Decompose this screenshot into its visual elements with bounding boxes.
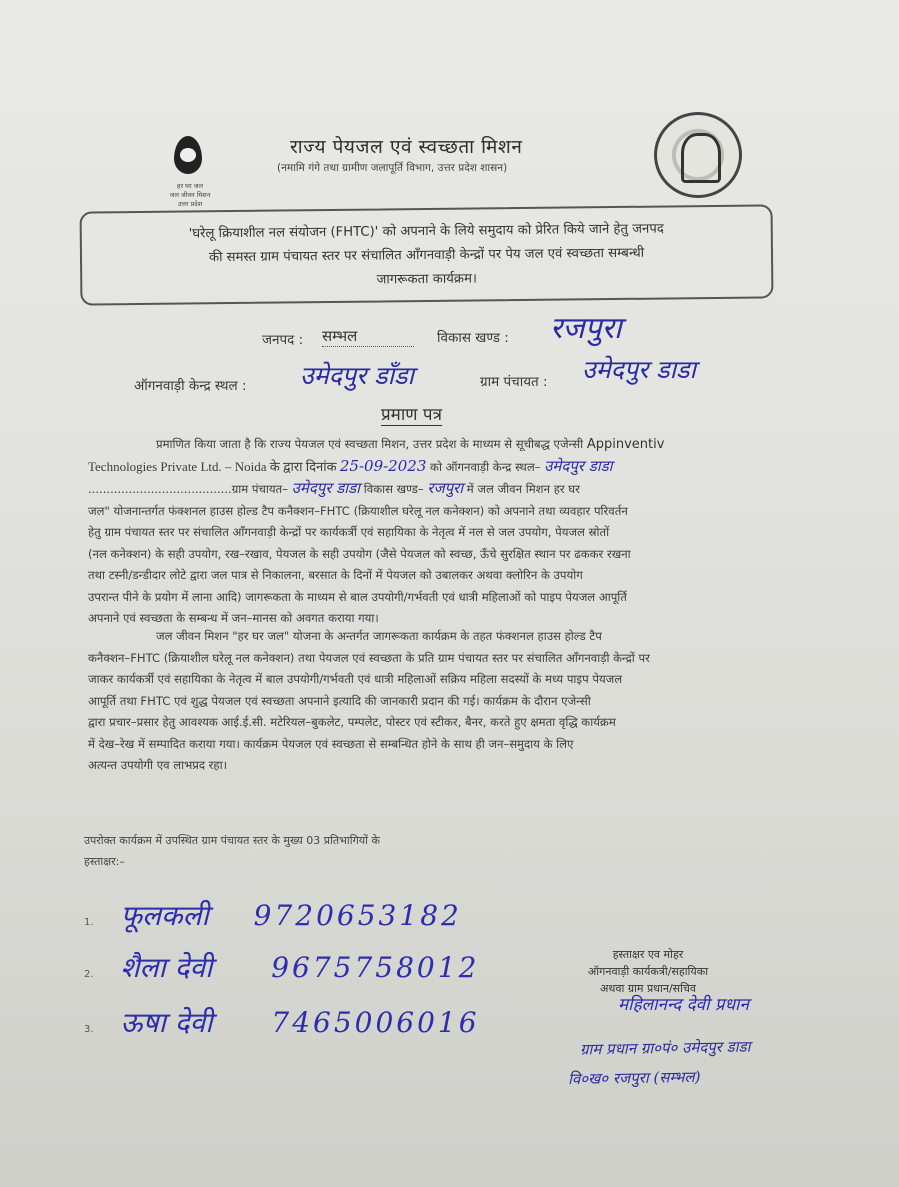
signatory-line-3: अथवा ग्राम प्रधान/सचिव <box>599 982 697 995</box>
signatory-line-2: ऑगनवाड़ी कार्यकत्री/सहायिका <box>587 965 709 978</box>
row-number: 1. <box>84 917 94 928</box>
pradhan-signature: महिलानन्द देवी प्रधान <box>618 995 749 1015</box>
agency-name-part-1: Appinventiv <box>586 437 665 452</box>
p1-line-2b: को ऑगनवाड़ी केन्द्र स्थल– <box>426 459 545 474</box>
stamp-line-1: ग्राम प्रधान ग्रा०पं० उमेदपुर डाडा <box>579 1037 751 1059</box>
program-title-box <box>80 204 774 305</box>
p1-line-3a: .......................................ग्राम पंचायत– <box>88 482 292 496</box>
p1-line-1a: प्रमाणित किया जाता है कि राज्य पेयजल एवं स्वच्छता मिशन, उत्तर प्रदेश के माध्यम से सूचीबद्ध एजेन्सी <box>156 437 587 451</box>
vikas-khand-value: रजपुरा <box>550 311 622 346</box>
p1-line-5: हेतु ग्राम पंचायत स्तर पर संचालित आँगनवाड़ी केन्द्रों पर कार्यकर्त्री एवं सहायिका के नेतृत्व में नल से जल उपयोग, पेयजल स्रोतों <box>88 525 610 539</box>
program-date: 25-09-2023 <box>339 456 427 475</box>
jal-jeevan-mission-logo <box>160 136 220 216</box>
p2-line-1: जल जीवन मिशन "हर घर जल" योजना के अन्तर्गत जागरूकता कार्यक्रम के तहत फंक्शनल हाउस होल्ड टैप <box>156 629 602 643</box>
signatory-line-1: हस्ताक्षर एव मोहर <box>612 948 684 961</box>
p2-line-3: जाकर कार्यकर्त्री एवं सहायिका के नेतृत्व में बाल उपयोगी/गर्भवती एवं धात्री महिलाओं सक्रिय महिला सदस्यों के मध्य पाइप पेयजल <box>88 672 623 686</box>
centre-label: ऑगनवाड़ी केन्द्र स्थल : <box>134 378 247 394</box>
p2-line-2: कनैक्शन–FHTC (क्रियाशील घरेलू नल कनेक्शन) तथा पेयजल एवं स्वच्छता के प्रति ग्राम पंचायत स्तर पर संचालित आँगनवाड़ी केन्द्रों पर <box>88 650 650 665</box>
representative-row-3 <box>84 1003 480 1041</box>
p1-line-2a: Technologies Private Ltd. – Noida के द्वारा दिनांक <box>88 458 340 474</box>
p1-line-4: जल" योजनान्तर्गत फंक्शनल हाउस होल्ड टैप कनैक्शन–FHTC (क्रियाशील घरेलू नल कनेक्शन) को अपनाने तथा व्यवहार परिवर्तन <box>88 503 628 518</box>
p2-line-6: में देख–रेख में सम्पादित कराया गया। कार्यक्रम पेयजल एवं स्वच्छता से सम्बन्धित होने के साथ ही जन–समुदाय के लिए <box>88 736 574 751</box>
janpad-value: सम्भल <box>322 326 414 347</box>
row-number: 2. <box>84 969 94 980</box>
logo-text-1: हर घर जल <box>177 182 203 190</box>
gram-panchayat-fill: उमेदपुर डाडा <box>291 479 361 497</box>
representative-row-2 <box>84 948 479 986</box>
p2-line-4: आपूर्ति तथा FHTC एवं शुद्ध पेयजल एवं स्वच्छता अपनाने इत्यादि की जानकारी प्रदान की गई। कार्यक्रम के दौरान एजेन्सी <box>88 693 591 708</box>
up-government-seal-icon <box>654 112 742 198</box>
p1-line-3b: विकास खण्ड– <box>360 482 428 496</box>
stamp-line-2: वि०ख० रजपुरा (सम्भल) <box>567 1067 701 1089</box>
certificate-paragraph-2 <box>88 626 808 777</box>
representative-name: फूलकली <box>120 899 209 932</box>
centre-value: उमेदपुर डाँडा <box>300 361 414 390</box>
representative-phone: 7465006016 <box>271 1006 480 1039</box>
gram-panchayat-value: उमेदपुर डाडा <box>582 355 696 384</box>
page-title: राज्य पेयजल एवं स्वच्छता मिशन <box>290 136 523 158</box>
gram-panchayat-label: ग्राम पंचायत : <box>480 374 548 390</box>
centre-fill: उमेदपुर डाडा <box>544 456 613 475</box>
logo-text-2: जल जीवन मिशन <box>169 191 211 199</box>
signatory-block <box>548 946 748 997</box>
representatives-intro-line-1: उपरोक्त कार्यक्रम में उपस्थित ग्राम पंचायत स्तर के मुख्य 03 प्रतिभागियों के <box>84 834 380 847</box>
program-line-1: 'घरेलू क्रियाशील नल संयोजन (FHTC)' को अपनाने के लिये समुदाय को प्रेरित किये जाने हेतु जनपद <box>188 221 664 242</box>
vikas-khand-label: विकास खण्ड : <box>437 330 509 346</box>
janpad-label: जनपद : <box>262 332 304 348</box>
page-subtitle: (नमामि गंगे तथा ग्रामीण जलापूर्ति विभाग, उत्तर प्रदेश शासन) <box>277 162 508 174</box>
p1-line-8: उपरान्त पीने के प्रयोग में लाना आदि) जागरूकता के माध्यम से बाल उपयोगी/गर्भवती एवं धात्री महिलाओं को पाइप पेयजल आपूर्ति <box>88 589 627 604</box>
p1-line-3c: में जल जीवन मिशन हर घर <box>463 482 580 496</box>
p2-line-5: द्वारा प्रचार–प्रसार हेतु आवश्यक आई.ई.सी. मटेरियल–बुकलेट, पम्पलेट, पोस्टर एवं स्टीकर, बैनर, करते हुए क्षमता वृद्धि कार्यक्रम <box>88 715 616 729</box>
representative-name: शैला देवी <box>120 951 213 984</box>
row-number: 3. <box>84 1024 94 1035</box>
vikas-khand-fill: रजपुरा <box>427 479 464 497</box>
p1-line-9: अपनाने एवं स्वच्छता के सम्बन्ध में जन–मानस को अवगत कराया गया। <box>88 611 379 625</box>
p1-line-6: (नल कनेक्शन) के सही उपयोग, रख–रखाव, पेयजल के सही उपयोग (जैसे पेयजल को स्वच्छ, ऊँचे सुरक्षित स्थान पर ढककर रखना <box>88 546 631 561</box>
representative-phone: 9720653182 <box>253 899 462 932</box>
logo-text-3: उत्तर प्रदेश <box>177 200 203 208</box>
program-line-2: की समस्त ग्राम पंचायत स्तर पर संचालित आँगनवाड़ी केन्द्रों पर पेय जल एवं स्वच्छता सम्बन्धी <box>208 245 645 266</box>
representatives-intro <box>84 833 380 869</box>
water-drop-icon <box>174 136 202 174</box>
representative-phone: 9675758012 <box>271 951 480 984</box>
representatives-intro-line-2: हस्ताक्षर:– <box>84 855 125 868</box>
representative-name: ऊषा देवी <box>120 1006 213 1039</box>
certificate-paragraph-1 <box>88 434 808 630</box>
p2-line-7: अत्यन्त उपयोगी एव लाभप्रद रहा। <box>88 758 227 772</box>
p1-line-7: तथा टस्नी/डन्डीदार लोटे द्वारा जल पात्र से निकालना, बरसात के दिनों में पेयजल को उबालकर अथवा क्लोरिन के उपयोग <box>88 568 583 582</box>
certificate-heading: प्रमाण पत्र <box>381 402 442 426</box>
representative-row-1 <box>84 896 462 934</box>
program-line-3: जागरूकता कार्यक्रम। <box>376 271 478 288</box>
